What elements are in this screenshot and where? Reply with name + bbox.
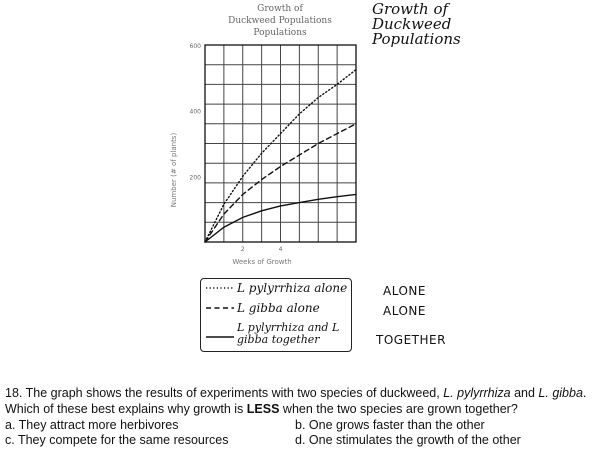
legend-label-together: L pylyrrhiza and L gibba together (237, 321, 340, 346)
note-together: TOGETHER (376, 333, 446, 347)
question-text-post-2: when the two species are grown together? (279, 402, 518, 416)
note-alone-2: ALONE (383, 304, 426, 318)
option-c[interactable]: c. They compete for the same resources (5, 433, 229, 447)
chart-title-line-2: Duckweed Populations (228, 16, 332, 26)
species-1: L. pylyrrhiza (443, 386, 511, 400)
x-axis-label: Weeks of Growth (232, 258, 292, 266)
chart-title-line-3: Populations (253, 28, 307, 38)
note-alone-1: ALONE (383, 284, 426, 298)
question-text-post-1: . Which of these best explains why growth is (5, 386, 587, 416)
option-b[interactable]: b. One grows faster than the other (295, 418, 485, 432)
y-axis-label: Number (# of plants) (170, 132, 178, 208)
legend-label-pylyrrhiza-alone: L pylyrrhiza alone (237, 281, 348, 295)
question-text (5, 385, 611, 417)
handwritten-title-line-1: Growth of (372, 0, 449, 18)
legend-label-gibba-alone: L gibba alone (237, 301, 320, 315)
chart-title-line-1: Growth of (257, 4, 303, 14)
option-d[interactable]: d. One stimulates the growth of the other (295, 433, 521, 447)
question-mid: and (510, 386, 539, 400)
handwritten-title-line-2: Duckweed (372, 15, 452, 33)
y-tick-label: 600 (189, 43, 201, 50)
x-tick-label: 4 (278, 246, 283, 253)
question-number: 18. (5, 386, 23, 400)
species-2: L. gibba (538, 386, 583, 400)
option-a[interactable]: a. They attract more herbivores (5, 418, 179, 432)
y-tick-label: 400 (189, 108, 201, 116)
chart-grid (205, 45, 356, 242)
handwritten-title-line-3: Populations (372, 30, 461, 48)
question-emphasis: LESS (246, 402, 280, 416)
y-tick-label: 200 (189, 174, 201, 182)
question-text-pre: The graph shows the results of experiments with two species of duckweed, (25, 386, 444, 400)
x-tick-label: 2 (240, 246, 245, 253)
